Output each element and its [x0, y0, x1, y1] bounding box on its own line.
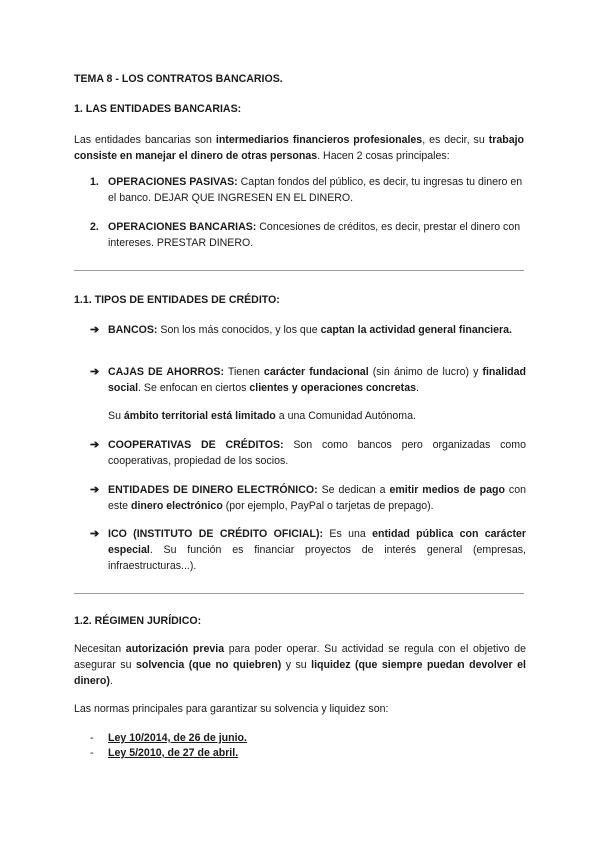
normas-paragraph: Las normas principales para garantizar su solvencia y liquidez son:	[74, 703, 389, 715]
bold-text: emitir medios de pago	[389, 484, 505, 496]
text: con este	[108, 484, 527, 512]
law-item: Ley 5/2010, de 27 de abril.	[108, 747, 239, 759]
section-1-intro	[74, 132, 524, 164]
bullet-bancos	[108, 322, 526, 338]
document-title: TEMA 8 - LOS CONTRATOS BANCARIOS.	[74, 73, 283, 85]
section-1-1-heading: 1.1. TIPOS DE ENTIDADES DE CRÉDITO:	[74, 294, 280, 306]
text: . Su función es financiar proyectos de interés general (empresas, infraestructuras...).	[108, 544, 526, 572]
section-1-heading: 1. LAS ENTIDADES BANCARIAS:	[74, 103, 242, 115]
bold-text: finalidad social	[108, 366, 527, 394]
item-title: OPERACIONES BANCARIAS:	[108, 221, 257, 233]
cajas-ambito-note	[108, 408, 526, 424]
list-number: 2.	[90, 221, 99, 233]
item-title: ENTIDADES DE DINERO ELECTRÓNICO:	[108, 484, 318, 496]
bold-text: solvencia (que no quiebren)	[135, 659, 282, 671]
bold-text: clientes y operaciones concretas	[249, 382, 416, 394]
horizontal-divider	[74, 593, 524, 594]
text: (sin ánimo de lucro) y	[368, 366, 483, 378]
dash-bullet: -	[90, 732, 94, 744]
text: y su	[281, 659, 312, 671]
bullet-ico	[108, 526, 526, 574]
arrow-bullet-icon: ➔	[90, 324, 100, 336]
text: , es decir, su	[422, 134, 489, 146]
item-title: CAJAS DE AHORROS:	[108, 366, 225, 378]
bold-text: autorización previa	[125, 643, 225, 655]
dash-bullet: -	[90, 747, 94, 759]
item-text: Captan fondos del público, es decir, tu ingresas tu dinero en el banco. DEJAR QUE INGRESEN EN EL DINERO.	[108, 176, 523, 204]
bold-text: intermediarios financieros profesionales	[215, 134, 423, 146]
horizontal-divider	[74, 270, 524, 271]
text: Son los más conocidos, y los que	[157, 324, 321, 336]
item-title: OPERACIONES PASIVAS:	[108, 176, 238, 188]
bold-text: dinero electrónico	[130, 500, 223, 512]
text: para poder operar. Su actividad se regula con el objetivo de asegurar su	[74, 643, 526, 671]
list-number: 1.	[90, 176, 99, 188]
list-item-operaciones-pasivas	[108, 174, 526, 206]
bold-text: trabajo consiste en manejar el dinero de otras personas	[74, 134, 525, 162]
regimen-paragraph	[74, 641, 526, 689]
text: Tienen	[224, 366, 264, 378]
text: Necesitan	[74, 643, 126, 655]
arrow-bullet-icon: ➔	[90, 528, 100, 540]
text: Las entidades bancarias son	[74, 134, 216, 146]
item-title: BANCOS:	[108, 324, 158, 336]
text: . Hacen 2 cosas principales:	[317, 150, 450, 162]
list-item-operaciones-bancarias	[108, 219, 526, 251]
text: Son como bancos pero organizadas como cooperativas, propiedad de los socios.	[108, 439, 526, 467]
law-item: Ley 10/2014, de 26 de junio.	[108, 732, 247, 744]
section-1-2-heading: 1.2. RÉGIMEN JURÍDICO:	[74, 615, 202, 627]
bullet-dinero-electronico	[108, 482, 526, 514]
text: Su	[108, 410, 124, 422]
item-title: ICO (INSTITUTO DE CRÉDITO OFICIAL):	[108, 528, 324, 540]
bold-text: entidad pública con carácter especial	[108, 528, 526, 556]
bold-text: ámbito territorial está limitado	[123, 410, 276, 422]
bold-text: captan la actividad general financiera.	[320, 324, 512, 336]
text: Se dedican a	[317, 484, 390, 496]
bullet-cajas-de-ahorros	[108, 364, 526, 396]
arrow-bullet-icon: ➔	[90, 484, 100, 496]
text: (por ejemplo, PayPal o tarjetas de prepago).	[222, 500, 434, 512]
text: .	[109, 675, 113, 687]
item-text: Concesiones de créditos, es decir, prestar el dinero con intereses. PRESTAR DINERO.	[108, 221, 521, 249]
text: Es una	[323, 528, 373, 540]
arrow-bullet-icon: ➔	[90, 439, 100, 451]
text: .	[416, 382, 419, 394]
text: . Se enfocan en ciertos	[138, 382, 250, 394]
item-title: COOPERATIVAS DE CRÉDITOS:	[108, 439, 284, 451]
text: a una Comunidad Autónoma.	[275, 410, 416, 422]
bold-text: carácter fundacional	[263, 366, 369, 378]
bold-text: liquidez (que siempre puedan devolver el dinero)	[74, 659, 526, 687]
bullet-cooperativas	[108, 437, 526, 469]
arrow-bullet-icon: ➔	[90, 366, 100, 378]
